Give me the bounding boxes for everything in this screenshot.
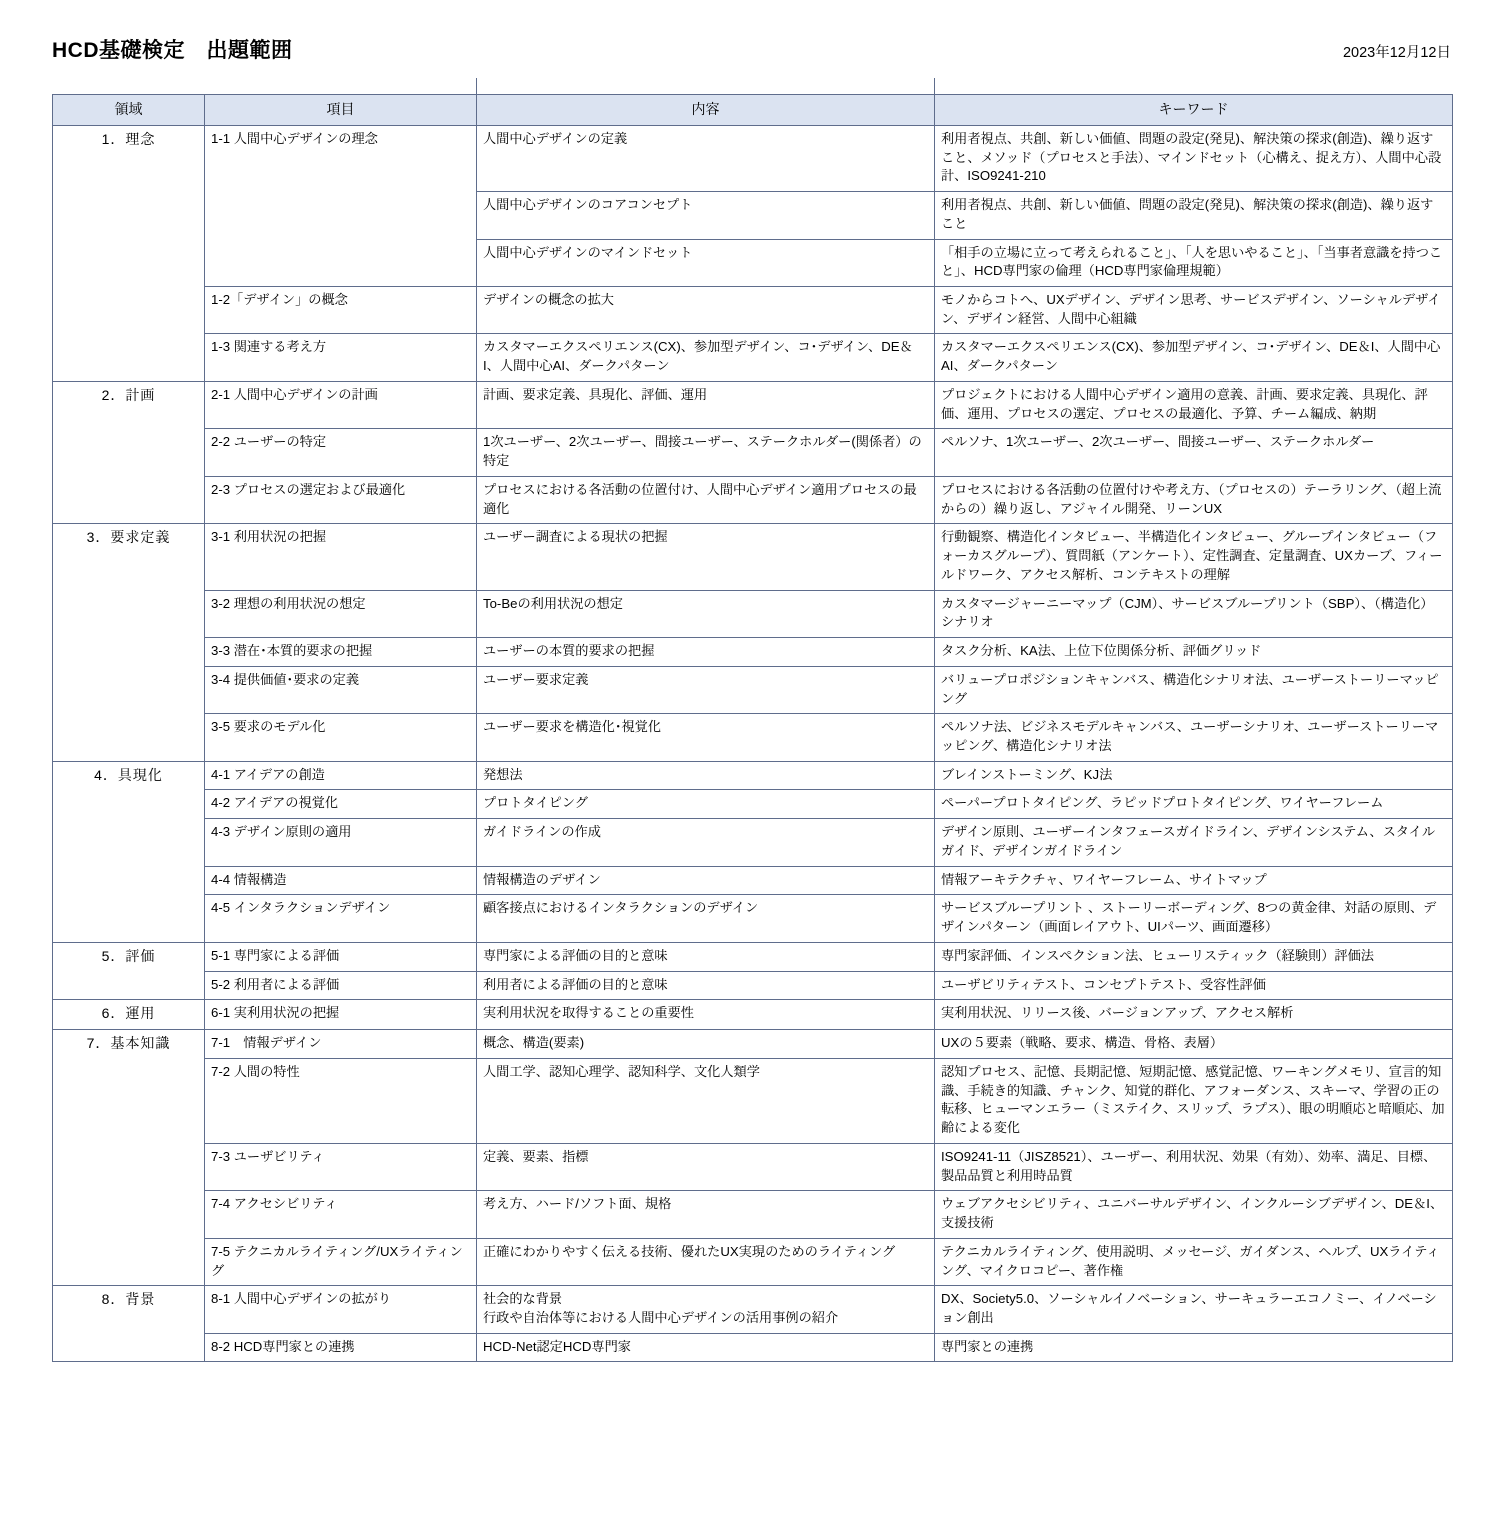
table-row [53,381,1453,428]
item-cell: 1-3 関連する考え方 [205,334,477,381]
content-cell: 専門家による評価の目的と意味 [477,942,935,971]
domain-cell: 7．基本知識 [53,1030,205,1286]
item-cell: 2-1 人間中心デザインの計画 [205,381,477,428]
rule-segment-keyword [934,78,935,94]
content-cell: 人間工学、認知心理学、認知科学、文化人類学 [477,1058,935,1143]
table-row [53,1286,1453,1333]
table-row [53,666,1453,713]
keyword-cell: 「相手の立場に立って考えられること」、「人を思いやること」、「当事者意識を持つこと」、HCD専門家の倫理（HCD専門家倫理規範） [935,239,1453,286]
table-body [53,125,1453,1362]
keyword-cell: ペーパープロトタイピング、ラピッドプロトタイピング、ワイヤーフレーム [935,790,1453,819]
content-cell: 実利用状況を取得することの重要性 [477,1000,935,1030]
table-row [53,334,1453,381]
table-row [53,971,1453,1000]
content-cell: 1次ユーザー、2次ユーザー、間接ユーザー、ステークホルダー(関係者）の特定 [477,429,935,476]
table-row [53,895,1453,942]
item-cell: 3-3 潜在･本質的要求の把握 [205,638,477,667]
content-cell: 考え方、ハード/ソフト面、規格 [477,1191,935,1238]
keyword-cell: サービスブループリント 、ストーリーボーディング、8つの黄金律、対話の原則、デザインパターン（画面レイアウト、UIパーツ、画面遷移） [935,895,1453,942]
table-row [53,1000,1453,1030]
keyword-cell: ブレインストーミング、KJ法 [935,761,1453,790]
domain-cell: 3．要求定義 [53,524,205,761]
content-cell: 正確にわかりやすく伝える技術、優れたUX実現のためのライティング [477,1238,935,1285]
item-cell: 5-2 利用者による評価 [205,971,477,1000]
content-cell: ユーザー要求定義 [477,666,935,713]
keyword-cell: プロジェクトにおける人間中心デザイン適用の意義、計画、要求定義、具現化、評価、運用、プロセスの選定、プロセスの最適化、予算、チーム編成、納期 [935,381,1453,428]
domain-cell: 5．評価 [53,942,205,999]
item-cell: 7-3 ユーザビリティ [205,1143,477,1190]
item-cell: 7-1 情報デザイン [205,1030,477,1059]
table-row [53,714,1453,761]
page-title: HCD基礎検定 出題範囲 [52,39,293,62]
content-cell: ユーザーの本質的要求の把握 [477,638,935,667]
content-cell: 人間中心デザインの定義 [477,125,935,191]
item-cell: 4-1 アイデアの創造 [205,761,477,790]
item-cell: 4-4 情報構造 [205,866,477,895]
column-header-content: 内容 [477,95,935,126]
item-cell: 2-2 ユーザーの特定 [205,429,477,476]
column-header-keyword: キーワード [935,95,1453,126]
keyword-cell: 利用者視点、共創、新しい価値、問題の設定(発見)、解決策の探求(創造)、繰り返すこと [935,192,1453,239]
table-row [53,638,1453,667]
table-row [53,590,1453,637]
table-row [53,1030,1453,1059]
content-cell: プロトタイピング [477,790,935,819]
item-cell: 2-3 プロセスの選定および最適化 [205,476,477,523]
content-cell: ガイドラインの作成 [477,819,935,866]
keyword-cell: プロセスにおける各活動の位置付けや考え方、（プロセスの）テーラリング、（超上流からの）繰り返し、アジャイル開発、リーンUX [935,476,1453,523]
table-row [53,761,1453,790]
keyword-cell: モノからコトへ、UXデザイン、デザイン思考、サービスデザイン、ソーシャルデザイン、デザイン経営、人間中心組織 [935,287,1453,334]
rule-segment-content [476,78,477,94]
table-row [53,1143,1453,1190]
item-cell: 7-4 アクセシビリティ [205,1191,477,1238]
item-cell: 1-1 人間中心デザインの理念 [205,125,477,286]
item-cell: 3-1 利用状況の把握 [205,524,477,590]
keyword-cell: カスタマージャーニーマップ（CJM）、サービスブループリント（SBP）、（構造化）シナリオ [935,590,1453,637]
table-row [53,819,1453,866]
column-header-domain: 領域 [53,95,205,126]
domain-cell: 1．理念 [53,125,205,381]
domain-cell: 8．背景 [53,1286,205,1362]
keyword-cell: カスタマーエクスペリエンス(CX)、参加型デザイン、コ･デザイン、DE＆I、人間中心AI、ダークパターン [935,334,1453,381]
item-cell: 3-4 提供価値･要求の定義 [205,666,477,713]
syllabus-table [52,94,1453,1362]
item-cell: 3-5 要求のモデル化 [205,714,477,761]
table-row [53,790,1453,819]
table-row [53,429,1453,476]
item-cell: 8-2 HCD専門家との連携 [205,1333,477,1362]
keyword-cell: 情報アーキテクチャ、ワイヤーフレーム、サイトマップ [935,866,1453,895]
table-row [53,1238,1453,1285]
content-cell: 顧客接点におけるインタラクションのデザイン [477,895,935,942]
content-cell: ユーザー要求を構造化･視覚化 [477,714,935,761]
keyword-cell: 行動観察、構造化インタビュー、半構造化インタビュー、グループインタビュー（フォーカスグループ）、質問紙（アンケート）、定性調査、定量調査、UXカーブ、フィールドワーク、アクセス解析、コンテキストの理解 [935,524,1453,590]
document-date: 2023年12月12日 [1342,45,1451,61]
item-cell: 5-1 専門家による評価 [205,942,477,971]
keyword-cell: 専門家評価、インスペクション法、ヒューリスティック（経験則）評価法 [935,942,1453,971]
table-row [53,287,1453,334]
item-cell: 4-2 アイデアの視覚化 [205,790,477,819]
keyword-cell: バリュープロポジションキャンバス、構造化シナリオ法、ユーザーストーリーマッピング [935,666,1453,713]
table-row [53,1191,1453,1238]
content-cell: ユーザー調査による現状の把握 [477,524,935,590]
item-cell: 7-5 テクニカルライティング/UXライティング [205,1238,477,1285]
domain-cell: 6．運用 [53,1000,205,1030]
content-cell: 利用者による評価の目的と意味 [477,971,935,1000]
item-cell: 4-5 インタラクションデザイン [205,895,477,942]
table-row [53,942,1453,971]
keyword-cell: ユーザビリティテスト、コンセプトテスト、受容性評価 [935,971,1453,1000]
content-cell: 社会的な背景 行政や自治体等における人間中心デザインの活用事例の紹介 [477,1286,935,1333]
table-row [53,125,1453,191]
item-cell: 3-2 理想の利用状況の想定 [205,590,477,637]
keyword-cell: 認知プロセス、記憶、長期記憶、短期記憶、感覚記憶、ワーキングメモリ、宣言的知識、手続き的知識、チャンク、知覚的群化、アフォーダンス、スキーマ、学習の正の転移、ヒューマンエラー（ミステイク、スリップ、ラプス）、眼の明順応と暗順応、加齢による変化 [935,1058,1453,1143]
content-cell: デザインの概念の拡大 [477,287,935,334]
table-row [53,1333,1453,1362]
content-cell: 発想法 [477,761,935,790]
table-header-row [53,95,1453,126]
content-cell: プロセスにおける各活動の位置付け、人間中心デザイン適用プロセスの最適化 [477,476,935,523]
keyword-cell: 利用者視点、共創、新しい価値、問題の設定(発見)、解決策の探求(創造)、繰り返すこと、メソッド（プロセスと手法）、マインドセット（心構え、捉え方）、人間中心設計、ISO9241-210 [935,125,1453,191]
document-header [52,34,1451,64]
content-cell: カスタマーエクスペリエンス(CX)、参加型デザイン、コ･デザイン、DE＆I、人間中心AI、ダークパターン [477,334,935,381]
keyword-cell: ウェブアクセシビリティ、ユニバーサルデザイン、インクルーシブデザイン、DE＆I、支援技術 [935,1191,1453,1238]
domain-cell: 2．計画 [53,381,205,523]
keyword-cell: 実利用状況、リリース後、バージョンアップ、アクセス解析 [935,1000,1453,1030]
item-cell: 8-1 人間中心デザインの拡がり [205,1286,477,1333]
keyword-cell: DX、Society5.0、ソーシャルイノベーション、サーキュラーエコノミー、イノベーション創出 [935,1286,1453,1333]
keyword-cell: UXの５要素（戦略、要求、構造、骨格、表層） [935,1030,1453,1059]
keyword-cell: タスク分析、KA法、上位下位関係分析、評価グリッド [935,638,1453,667]
domain-cell: 4．具現化 [53,761,205,942]
table-row [53,866,1453,895]
content-cell: To-Beの利用状況の想定 [477,590,935,637]
content-cell: 概念、構造(要素) [477,1030,935,1059]
keyword-cell: 専門家との連携 [935,1333,1453,1362]
keyword-cell: ペルソナ法、ビジネスモデルキャンバス、ユーザーシナリオ、ユーザーストーリーマッピング、構造化シナリオ法 [935,714,1453,761]
content-cell: 人間中心デザインのマインドセット [477,239,935,286]
keyword-cell: テクニカルライティング、使用説明、メッセージ、ガイダンス、ヘルプ、UXライティング、マイクロコピー、著作権 [935,1238,1453,1285]
table-row [53,1058,1453,1143]
content-cell: 定義、要素、指標 [477,1143,935,1190]
table-row [53,476,1453,523]
item-cell: 1-2「デザイン」の概念 [205,287,477,334]
column-header-item: 項目 [205,95,477,126]
content-cell: HCD-Net認定HCD専門家 [477,1333,935,1362]
table-top-rules [52,78,1452,94]
item-cell: 4-3 デザイン原則の適用 [205,819,477,866]
content-cell: 情報構造のデザイン [477,866,935,895]
item-cell: 7-2 人間の特性 [205,1058,477,1143]
keyword-cell: ISO9241-11（JISZ8521）、ユーザー、利用状況、効果（有効）、効率、満足、目標、製品品質と利用時品質 [935,1143,1453,1190]
item-cell: 6-1 実利用状況の把握 [205,1000,477,1030]
keyword-cell: ペルソナ、1次ユーザー、2次ユーザー、間接ユーザー、ステークホルダー [935,429,1453,476]
table-row [53,524,1453,590]
keyword-cell: デザイン原則、ユーザーインタフェースガイドライン、デザインシステム、スタイルガイド、デザインガイドライン [935,819,1453,866]
content-cell: 計画、要求定義、具現化、評価、運用 [477,381,935,428]
content-cell: 人間中心デザインのコアコンセプト [477,192,935,239]
